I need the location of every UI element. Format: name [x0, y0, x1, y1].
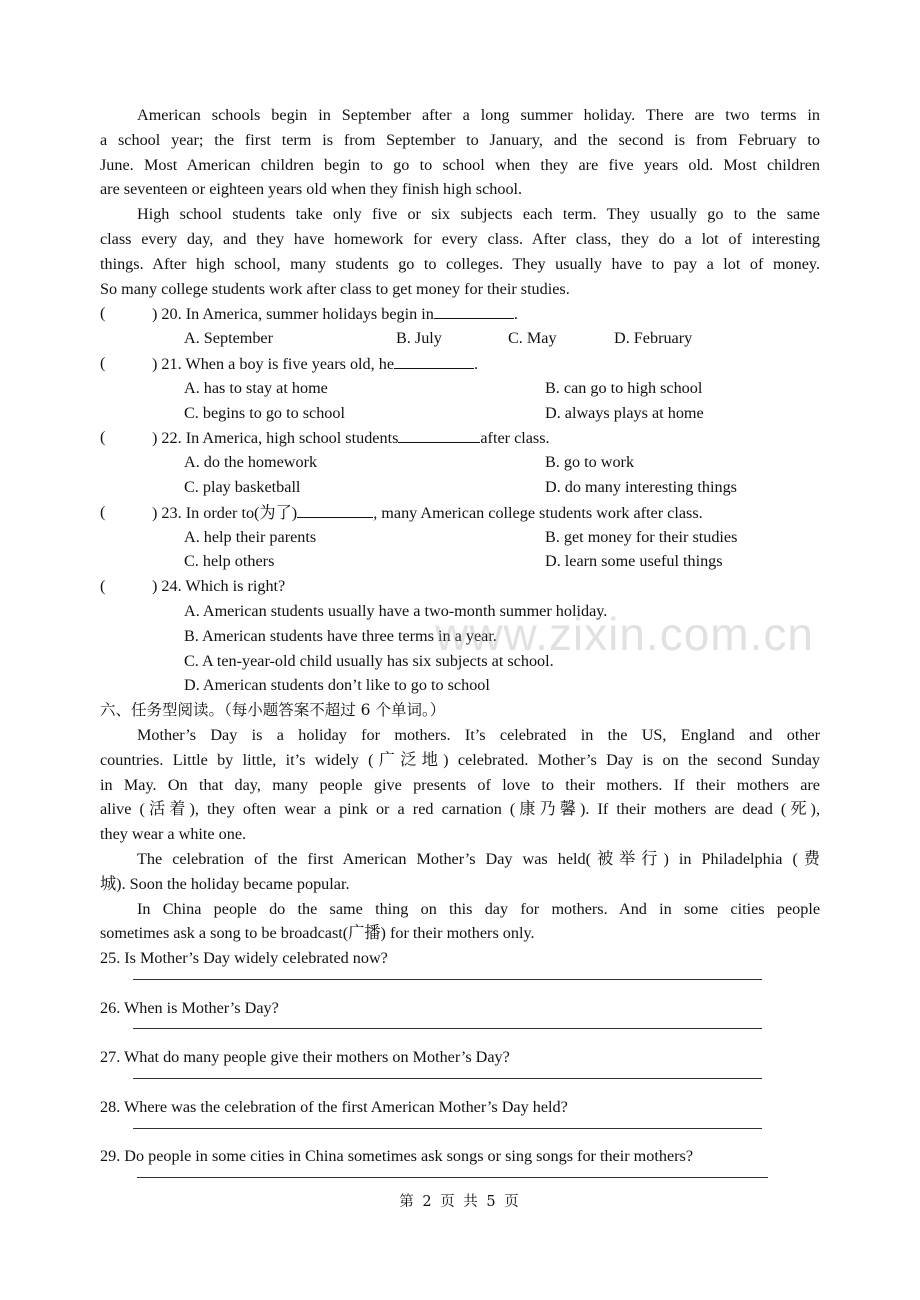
- options-row: [100, 525, 820, 550]
- passage-line: class every day, and they have homework for every class. After class, they do a lot of interesting: [100, 229, 820, 248]
- passage-line: alive (活着), they often wear a pink or a red carnation (康乃馨). If their mothers are dead (死),: [100, 800, 820, 819]
- passage-line: June. Most American children begin to go to school when they are five years old. Most children: [100, 155, 820, 174]
- options-row: [100, 673, 820, 698]
- option-d[interactable]: D. February: [614, 329, 693, 348]
- options-row: [100, 450, 820, 475]
- question-26: 26. When is Mother’s Day?: [100, 998, 279, 1017]
- passage-line: In China people do the same thing on this day for mothers. And in some cities people: [137, 899, 820, 918]
- option-b[interactable]: B. get money for their studies: [545, 527, 738, 546]
- question-28: 28. Where was the celebration of the first American Mother’s Day held?: [100, 1097, 568, 1116]
- passage-line: they wear a white one.: [100, 825, 247, 844]
- option-d[interactable]: D. learn some useful things: [545, 552, 723, 571]
- passage-line: 城). Soon the holiday became popular.: [100, 874, 350, 893]
- option-a[interactable]: A. help their parents: [184, 527, 317, 546]
- answer-blank[interactable]: [398, 425, 480, 443]
- question-20: [100, 301, 820, 326]
- answer-paren[interactable]: (: [100, 353, 106, 372]
- option-b[interactable]: B. can go to high school: [545, 378, 703, 397]
- question-tail: .: [513, 305, 518, 324]
- passage-line: in May. On that day, many people give presents of love to their mothers. If their mothers are: [100, 775, 820, 794]
- section-heading: 六、任务型阅读。（每小题答案不超过 6 个单词。）: [100, 701, 446, 720]
- answer-line[interactable]: [100, 1070, 820, 1095]
- answer-paren[interactable]: (: [100, 502, 106, 521]
- question-tail: , many American college students work after class.: [373, 503, 703, 522]
- passage-line: High school students take only five or six subjects each term. They usually go to the same: [137, 205, 820, 224]
- passage-line: So many college students work after class to get money for their studies.: [100, 279, 570, 298]
- passage-line: things. After high school, many students go to colleges. They usually have to pay a lot of money.: [100, 254, 820, 273]
- option-c[interactable]: C. help others: [184, 552, 275, 571]
- answer-blank[interactable]: [434, 301, 514, 319]
- passage-line: American schools begin in September after a long summer holiday. There are two terms in: [137, 106, 820, 124]
- page-footer: 第 2 页 共 5 页: [399, 1194, 521, 1210]
- answer-line[interactable]: [100, 1120, 820, 1145]
- passage-line: countries. Little by little, it’s widely (广泛地) celebrated. Mother’s Day is on the second Sunday: [100, 750, 820, 769]
- option-a[interactable]: A. do the homework: [184, 453, 318, 472]
- option-c[interactable]: C. play basketball: [184, 477, 301, 496]
- question-23: [100, 500, 820, 525]
- question-text: ) 21. When a boy is five years old, he: [152, 354, 394, 373]
- options-row: [100, 326, 820, 351]
- option-a[interactable]: A. American students usually have a two-month summer holiday.: [184, 601, 608, 620]
- options-row: [100, 376, 820, 401]
- question-22: [100, 425, 820, 450]
- watermark: www.zixin.com.cn: [435, 608, 814, 660]
- question-text: ) 20. In America, summer holidays begin in: [152, 305, 434, 324]
- passage-line: a school year; the first term is from September to January, and the second is from February to: [100, 130, 820, 149]
- question-tail: .: [474, 354, 479, 373]
- passage-line: are seventeen or eighteen years old when they finish high school.: [100, 180, 523, 199]
- option-d[interactable]: D. do many interesting things: [545, 477, 737, 496]
- options-row: [100, 401, 820, 426]
- answer-line[interactable]: [100, 1020, 820, 1045]
- question-tail: after class.: [480, 429, 550, 448]
- answer-paren[interactable]: (: [100, 428, 106, 447]
- option-c[interactable]: C. A ten-year-old child usually has six subjects at school.: [184, 651, 554, 670]
- option-c[interactable]: C. begins to go to school: [184, 403, 345, 422]
- options-row: [100, 549, 820, 574]
- question-text: ) 23. In order to(为了): [152, 503, 298, 522]
- option-b[interactable]: B. go to work: [545, 453, 635, 472]
- option-a[interactable]: A. has to stay at home: [184, 378, 328, 397]
- question-text: ) 24. Which is right?: [152, 577, 286, 596]
- answer-line[interactable]: [100, 971, 820, 996]
- passage-line: The celebration of the first American Mother’s Day was held(被举行) in Philadelphia (费: [137, 849, 820, 868]
- option-c[interactable]: C. May: [508, 329, 557, 348]
- option-d[interactable]: D. always plays at home: [545, 403, 704, 422]
- answer-paren[interactable]: (: [100, 577, 106, 596]
- question-25: 25. Is Mother’s Day widely celebrated now?: [100, 949, 388, 968]
- option-a[interactable]: A. September: [184, 329, 274, 348]
- answer-blank[interactable]: [297, 500, 373, 518]
- question-27: 27. What do many people give their mothers on Mother’s Day?: [100, 1048, 510, 1067]
- answer-paren[interactable]: (: [100, 304, 106, 323]
- question-text: ) 22. In America, high school students: [152, 429, 399, 448]
- option-b[interactable]: B. July: [396, 329, 442, 348]
- options-row: [100, 475, 820, 500]
- question-21: [100, 351, 820, 376]
- question-29: 29. Do people in some cities in China sometimes ask songs or sing songs for their mothers?: [100, 1147, 694, 1166]
- passage-line: Mother’s Day is a holiday for mothers. It’s celebrated in the US, England and other: [137, 725, 820, 744]
- option-b[interactable]: B. American students have three terms in a year.: [184, 626, 497, 645]
- option-d[interactable]: D. American students don’t like to go to school: [184, 676, 490, 695]
- passage-line: sometimes ask a song to be broadcast(广播) for their mothers only.: [100, 924, 535, 943]
- question-24: [100, 574, 820, 599]
- answer-blank[interactable]: [394, 351, 474, 369]
